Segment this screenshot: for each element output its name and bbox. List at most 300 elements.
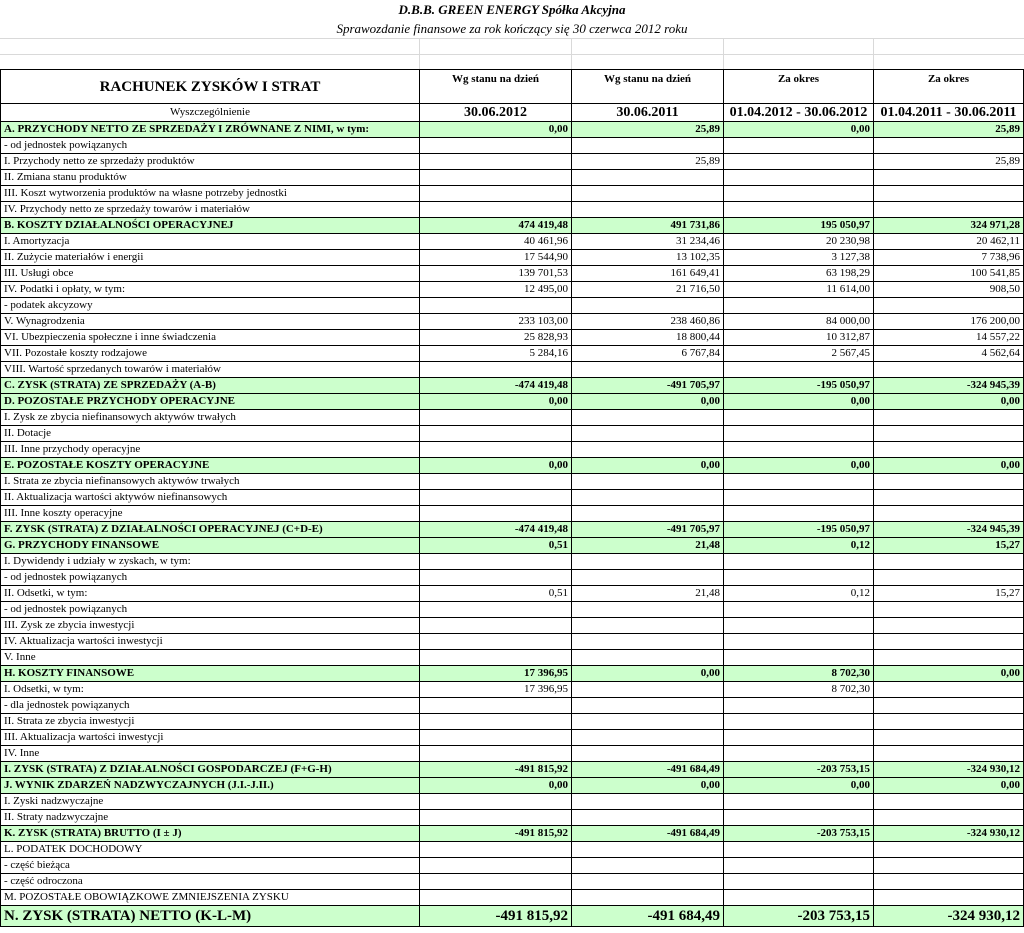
row-value: -491 815,92 xyxy=(420,826,572,842)
row-value xyxy=(724,506,874,522)
row-value: 17 544,90 xyxy=(420,250,572,266)
row-value: 25,89 xyxy=(874,122,1024,138)
row-value: 100 541,85 xyxy=(874,266,1024,282)
row-value: 233 103,00 xyxy=(420,314,572,330)
row-value xyxy=(420,490,572,506)
statement-heading: RACHUNEK ZYSKÓW I STRAT xyxy=(1,70,420,104)
row-value xyxy=(724,698,874,714)
row-value xyxy=(572,698,724,714)
row-value xyxy=(572,474,724,490)
row-label: - od jednostek powiązanych xyxy=(1,602,420,618)
table-row xyxy=(1,858,1024,874)
row-label: III. Inne koszty operacyjne xyxy=(1,506,420,522)
row-value xyxy=(572,186,724,202)
table-row xyxy=(1,458,1024,474)
row-label: C. ZYSK (STRATA) ZE SPRZEDAŻY (A-B) xyxy=(1,378,420,394)
row-label: II. Zmiana stanu produktów xyxy=(1,170,420,186)
row-value xyxy=(874,842,1024,858)
row-value xyxy=(572,170,724,186)
table-row xyxy=(1,730,1024,746)
row-value: 908,50 xyxy=(874,282,1024,298)
row-value xyxy=(420,138,572,154)
table-row xyxy=(1,602,1024,618)
row-value xyxy=(420,618,572,634)
row-value xyxy=(724,490,874,506)
row-value: 324 971,28 xyxy=(874,218,1024,234)
table-row xyxy=(1,522,1024,538)
row-label: M. POZOSTAŁE OBOWIĄZKOWE ZMNIEJSZENIA ZYSKU xyxy=(1,890,420,906)
row-value: 15,27 xyxy=(874,538,1024,554)
row-value: 84 000,00 xyxy=(724,314,874,330)
row-value: 21,48 xyxy=(572,586,724,602)
row-label: II. Aktualizacja wartości aktywów niefinansowych xyxy=(1,490,420,506)
row-value xyxy=(420,298,572,314)
row-label: I. ZYSK (STRATA) Z DZIAŁALNOŚCI GOSPODARCZEJ (F+G-H) xyxy=(1,762,420,778)
row-label: H. KOSZTY FINANSOWE xyxy=(1,666,420,682)
row-value xyxy=(572,794,724,810)
table-row xyxy=(1,202,1024,218)
row-value: 15,27 xyxy=(874,586,1024,602)
row-label: III. Inne przychody operacyjne xyxy=(1,442,420,458)
table-row xyxy=(1,650,1024,666)
row-value: 7 738,96 xyxy=(874,250,1024,266)
table-row xyxy=(1,810,1024,826)
row-value xyxy=(572,746,724,762)
row-value xyxy=(420,842,572,858)
row-value xyxy=(420,186,572,202)
table-row xyxy=(1,698,1024,714)
row-value: 18 800,44 xyxy=(572,330,724,346)
row-value xyxy=(724,650,874,666)
row-label: - podatek akcyzowy xyxy=(1,298,420,314)
table-row xyxy=(1,842,1024,858)
table-row xyxy=(1,410,1024,426)
row-value: -474 419,48 xyxy=(420,522,572,538)
row-value xyxy=(874,890,1024,906)
row-value xyxy=(724,202,874,218)
row-label: I. Przychody netto ze sprzedaży produktów xyxy=(1,154,420,170)
row-label: VIII. Wartość sprzedanych towarów i materiałów xyxy=(1,362,420,378)
row-value: 21 716,50 xyxy=(572,282,724,298)
row-value xyxy=(420,154,572,170)
table-row xyxy=(1,298,1024,314)
row-value xyxy=(420,634,572,650)
row-value: 0,00 xyxy=(572,394,724,410)
row-value: -195 050,97 xyxy=(724,522,874,538)
row-value: 14 557,22 xyxy=(874,330,1024,346)
row-value xyxy=(874,202,1024,218)
row-value xyxy=(724,858,874,874)
row-label: VI. Ubezpieczenia społeczne i inne świadczenia xyxy=(1,330,420,346)
row-value: 25,89 xyxy=(572,154,724,170)
table-row xyxy=(1,362,1024,378)
row-value: 12 495,00 xyxy=(420,282,572,298)
row-value xyxy=(724,186,874,202)
row-value: -195 050,97 xyxy=(724,378,874,394)
table-row xyxy=(1,170,1024,186)
table-row xyxy=(1,794,1024,810)
row-value xyxy=(572,410,724,426)
row-value: 6 767,84 xyxy=(572,346,724,362)
table-row xyxy=(1,282,1024,298)
row-value: 40 461,96 xyxy=(420,234,572,250)
row-value xyxy=(874,810,1024,826)
row-label: G. PRZYCHODY FINANSOWE xyxy=(1,538,420,554)
row-value xyxy=(572,570,724,586)
row-value: -491 815,92 xyxy=(420,906,572,927)
row-label: VII. Pozostałe koszty rodzajowe xyxy=(1,346,420,362)
row-value: 0,00 xyxy=(724,122,874,138)
row-label: II. Dotacje xyxy=(1,426,420,442)
row-value: 4 562,64 xyxy=(874,346,1024,362)
row-value xyxy=(874,170,1024,186)
row-value xyxy=(420,698,572,714)
table-row xyxy=(1,506,1024,522)
row-label: - od jednostek powiązanych xyxy=(1,570,420,586)
row-value xyxy=(572,362,724,378)
table-row xyxy=(1,554,1024,570)
row-value xyxy=(420,202,572,218)
income-statement-table xyxy=(0,69,1024,927)
row-value xyxy=(724,570,874,586)
table-row xyxy=(1,762,1024,778)
row-label: E. POZOSTAŁE KOSZTY OPERACYJNE xyxy=(1,458,420,474)
row-value: -474 419,48 xyxy=(420,378,572,394)
column-header: Wg stanu na dzień xyxy=(572,70,724,104)
row-value xyxy=(572,650,724,666)
row-value xyxy=(874,650,1024,666)
row-label: J. WYNIK ZDARZEŃ NADZWYCZAJNYCH (J.I.-J.II.) xyxy=(1,778,420,794)
row-value xyxy=(420,474,572,490)
row-value xyxy=(420,410,572,426)
row-value xyxy=(874,634,1024,650)
row-value xyxy=(420,858,572,874)
row-value xyxy=(724,474,874,490)
row-value: -491 684,49 xyxy=(572,906,724,927)
row-value xyxy=(420,570,572,586)
row-value: 0,12 xyxy=(724,538,874,554)
table-row xyxy=(1,442,1024,458)
row-value: -491 705,97 xyxy=(572,522,724,538)
row-value xyxy=(724,170,874,186)
row-value xyxy=(874,138,1024,154)
table-row xyxy=(1,586,1024,602)
row-value: -324 945,39 xyxy=(874,522,1024,538)
row-value: 17 396,95 xyxy=(420,666,572,682)
row-label-header: Wyszczególnienie xyxy=(1,104,420,122)
row-label: I. Zyski nadzwyczajne xyxy=(1,794,420,810)
row-value xyxy=(572,890,724,906)
row-value: 17 396,95 xyxy=(420,682,572,698)
table-row xyxy=(1,474,1024,490)
row-value: 25,89 xyxy=(572,122,724,138)
row-label: I. Zysk ze zbycia niefinansowych aktywów trwałych xyxy=(1,410,420,426)
row-value xyxy=(420,554,572,570)
row-value xyxy=(420,730,572,746)
row-value: 0,00 xyxy=(420,122,572,138)
row-value: 2 567,45 xyxy=(724,346,874,362)
row-value xyxy=(420,602,572,618)
row-value: 31 234,46 xyxy=(572,234,724,250)
row-value: 161 649,41 xyxy=(572,266,724,282)
row-label: I. Odsetki, w tym: xyxy=(1,682,420,698)
row-label: V. Wynagrodzenia xyxy=(1,314,420,330)
row-value: 0,51 xyxy=(420,586,572,602)
row-label: - część odroczona xyxy=(1,874,420,890)
row-label: - od jednostek powiązanych xyxy=(1,138,420,154)
row-value: 63 198,29 xyxy=(724,266,874,282)
table-row xyxy=(1,714,1024,730)
row-value xyxy=(572,874,724,890)
row-value xyxy=(420,442,572,458)
table-row xyxy=(1,186,1024,202)
row-value: 20 462,11 xyxy=(874,234,1024,250)
row-value xyxy=(572,842,724,858)
table-row xyxy=(1,346,1024,362)
row-value: 0,12 xyxy=(724,586,874,602)
row-label: V. Inne xyxy=(1,650,420,666)
row-value xyxy=(420,874,572,890)
column-header: Za okres xyxy=(724,70,874,104)
column-date: 30.06.2011 xyxy=(572,104,724,122)
table-row xyxy=(1,490,1024,506)
row-label: I. Amortyzacja xyxy=(1,234,420,250)
row-value: 0,00 xyxy=(724,778,874,794)
row-value xyxy=(724,842,874,858)
row-label: I. Dywidendy i udziały w zyskach, w tym: xyxy=(1,554,420,570)
row-value xyxy=(724,634,874,650)
row-value: 0,00 xyxy=(420,458,572,474)
row-value xyxy=(874,794,1024,810)
row-value xyxy=(874,362,1024,378)
row-value xyxy=(420,170,572,186)
row-label: IV. Przychody netto ze sprzedaży towarów i materiałów xyxy=(1,202,420,218)
table-row xyxy=(1,682,1024,698)
row-value xyxy=(572,714,724,730)
row-value: 8 702,30 xyxy=(724,682,874,698)
row-value xyxy=(874,618,1024,634)
row-value xyxy=(724,410,874,426)
row-value xyxy=(724,618,874,634)
row-value: 474 419,48 xyxy=(420,218,572,234)
row-label: IV. Aktualizacja wartości inwestycji xyxy=(1,634,420,650)
row-value: 10 312,87 xyxy=(724,330,874,346)
row-value xyxy=(874,426,1024,442)
row-value xyxy=(874,714,1024,730)
table-row xyxy=(1,538,1024,554)
row-value xyxy=(420,890,572,906)
row-value xyxy=(724,890,874,906)
row-label: I. Strata ze zbycia niefinansowych aktywów trwałych xyxy=(1,474,420,490)
row-value xyxy=(572,634,724,650)
column-header: Wg stanu na dzień xyxy=(420,70,572,104)
table-header-row xyxy=(1,70,1024,104)
row-value xyxy=(724,138,874,154)
row-label: II. Odsetki, w tym: xyxy=(1,586,420,602)
table-row xyxy=(1,122,1024,138)
row-value xyxy=(724,714,874,730)
row-label: - część bieżąca xyxy=(1,858,420,874)
row-value: 5 284,16 xyxy=(420,346,572,362)
row-value: -203 753,15 xyxy=(724,762,874,778)
table-date-row xyxy=(1,104,1024,122)
row-value xyxy=(724,442,874,458)
row-value: 21,48 xyxy=(572,538,724,554)
row-value xyxy=(874,858,1024,874)
row-value: 0,00 xyxy=(874,458,1024,474)
row-value xyxy=(572,298,724,314)
row-value: 176 200,00 xyxy=(874,314,1024,330)
row-value xyxy=(724,810,874,826)
row-value xyxy=(420,362,572,378)
row-value: 0,00 xyxy=(874,666,1024,682)
row-label: L. PODATEK DOCHODOWY xyxy=(1,842,420,858)
row-value xyxy=(874,490,1024,506)
row-value xyxy=(874,298,1024,314)
row-label: III. Zysk ze zbycia inwestycji xyxy=(1,618,420,634)
row-label: II. Zużycie materiałów i energii xyxy=(1,250,420,266)
row-value xyxy=(420,794,572,810)
row-label: N. ZYSK (STRATA) NETTO (K-L-M) xyxy=(1,906,420,927)
row-label: III. Aktualizacja wartości inwestycji xyxy=(1,730,420,746)
row-value xyxy=(420,810,572,826)
table-row xyxy=(1,634,1024,650)
table-row xyxy=(1,250,1024,266)
row-label: IV. Inne xyxy=(1,746,420,762)
row-label: II. Straty nadzwyczajne xyxy=(1,810,420,826)
row-value xyxy=(572,138,724,154)
table-row xyxy=(1,234,1024,250)
row-value: 0,00 xyxy=(724,458,874,474)
row-label: A. PRZYCHODY NETTO ZE SPRZEDAŻY I ZRÓWNANE Z NIMI, w tym: xyxy=(1,122,420,138)
row-value: 3 127,38 xyxy=(724,250,874,266)
column-date: 01.04.2011 - 30.06.2011 xyxy=(874,104,1024,122)
row-value xyxy=(572,858,724,874)
row-value: -324 930,12 xyxy=(874,826,1024,842)
row-label: D. POZOSTAŁE PRZYCHODY OPERACYJNE xyxy=(1,394,420,410)
row-value xyxy=(420,650,572,666)
table-row xyxy=(1,778,1024,794)
row-value xyxy=(874,410,1024,426)
table-row xyxy=(1,746,1024,762)
row-value xyxy=(572,490,724,506)
row-value: 491 731,86 xyxy=(572,218,724,234)
row-value xyxy=(572,618,724,634)
row-value xyxy=(572,730,724,746)
row-value xyxy=(874,506,1024,522)
empty-grid-rows xyxy=(0,38,1024,70)
column-date: 30.06.2012 xyxy=(420,104,572,122)
row-value xyxy=(572,682,724,698)
row-value xyxy=(420,746,572,762)
row-label: K. ZYSK (STRATA) BRUTTO (I ± J) xyxy=(1,826,420,842)
row-value xyxy=(724,730,874,746)
row-value xyxy=(572,810,724,826)
row-value: 0,00 xyxy=(420,394,572,410)
row-value xyxy=(874,698,1024,714)
row-label: - dla jednostek powiązanych xyxy=(1,698,420,714)
row-value xyxy=(724,362,874,378)
table-row xyxy=(1,618,1024,634)
row-value xyxy=(874,442,1024,458)
row-value xyxy=(874,570,1024,586)
row-value: 25,89 xyxy=(874,154,1024,170)
row-value xyxy=(420,426,572,442)
row-value: 25 828,93 xyxy=(420,330,572,346)
row-value xyxy=(874,474,1024,490)
table-row xyxy=(1,890,1024,906)
table-row xyxy=(1,330,1024,346)
row-value: 8 702,30 xyxy=(724,666,874,682)
table-row xyxy=(1,426,1024,442)
row-value xyxy=(572,554,724,570)
row-value: -324 930,12 xyxy=(874,762,1024,778)
column-header: Za okres xyxy=(874,70,1024,104)
row-value xyxy=(724,746,874,762)
row-value: 0,51 xyxy=(420,538,572,554)
row-value: 0,00 xyxy=(572,458,724,474)
row-label: F. ZYSK (STRATA) Z DZIAŁALNOŚCI OPERACYJNEJ (C+D-E) xyxy=(1,522,420,538)
row-value xyxy=(572,442,724,458)
row-value xyxy=(874,730,1024,746)
row-value xyxy=(874,186,1024,202)
row-label: III. Koszt wytworzenia produktów na własne potrzeby jednostki xyxy=(1,186,420,202)
row-value: 195 050,97 xyxy=(724,218,874,234)
table-row xyxy=(1,138,1024,154)
row-value: 0,00 xyxy=(420,778,572,794)
row-value: -491 684,49 xyxy=(572,762,724,778)
row-value: -324 945,39 xyxy=(874,378,1024,394)
row-label: B. KOSZTY DZIAŁALNOŚCI OPERACYJNEJ xyxy=(1,218,420,234)
row-value: -324 930,12 xyxy=(874,906,1024,927)
row-value xyxy=(724,154,874,170)
row-value xyxy=(874,682,1024,698)
row-value xyxy=(874,602,1024,618)
row-label: III. Usługi obce xyxy=(1,266,420,282)
row-value xyxy=(572,202,724,218)
table-row xyxy=(1,394,1024,410)
company-title: D.B.B. GREEN ENERGY Spółka Akcyjna xyxy=(398,2,626,17)
row-value xyxy=(724,794,874,810)
row-value: 0,00 xyxy=(874,778,1024,794)
row-value xyxy=(724,554,874,570)
row-value: -203 753,15 xyxy=(724,906,874,927)
table-row xyxy=(1,154,1024,170)
table-row xyxy=(1,666,1024,682)
row-value: 0,00 xyxy=(572,778,724,794)
row-value: -491 705,97 xyxy=(572,378,724,394)
row-value xyxy=(724,426,874,442)
row-value xyxy=(572,602,724,618)
row-value: 11 614,00 xyxy=(724,282,874,298)
table-row xyxy=(1,266,1024,282)
table-row xyxy=(1,874,1024,890)
report-subtitle: Sprawozdanie finansowe za rok kończący się 30 czerwca 2012 roku xyxy=(336,21,688,36)
row-value: 0,00 xyxy=(874,394,1024,410)
row-value xyxy=(420,714,572,730)
row-value: -491 684,49 xyxy=(572,826,724,842)
row-value: 0,00 xyxy=(724,394,874,410)
row-value xyxy=(724,874,874,890)
table-row xyxy=(1,906,1024,927)
table-row xyxy=(1,826,1024,842)
row-value: 238 460,86 xyxy=(572,314,724,330)
row-value xyxy=(874,874,1024,890)
row-value: 13 102,35 xyxy=(572,250,724,266)
row-value xyxy=(874,554,1024,570)
row-value xyxy=(572,426,724,442)
row-value xyxy=(420,506,572,522)
